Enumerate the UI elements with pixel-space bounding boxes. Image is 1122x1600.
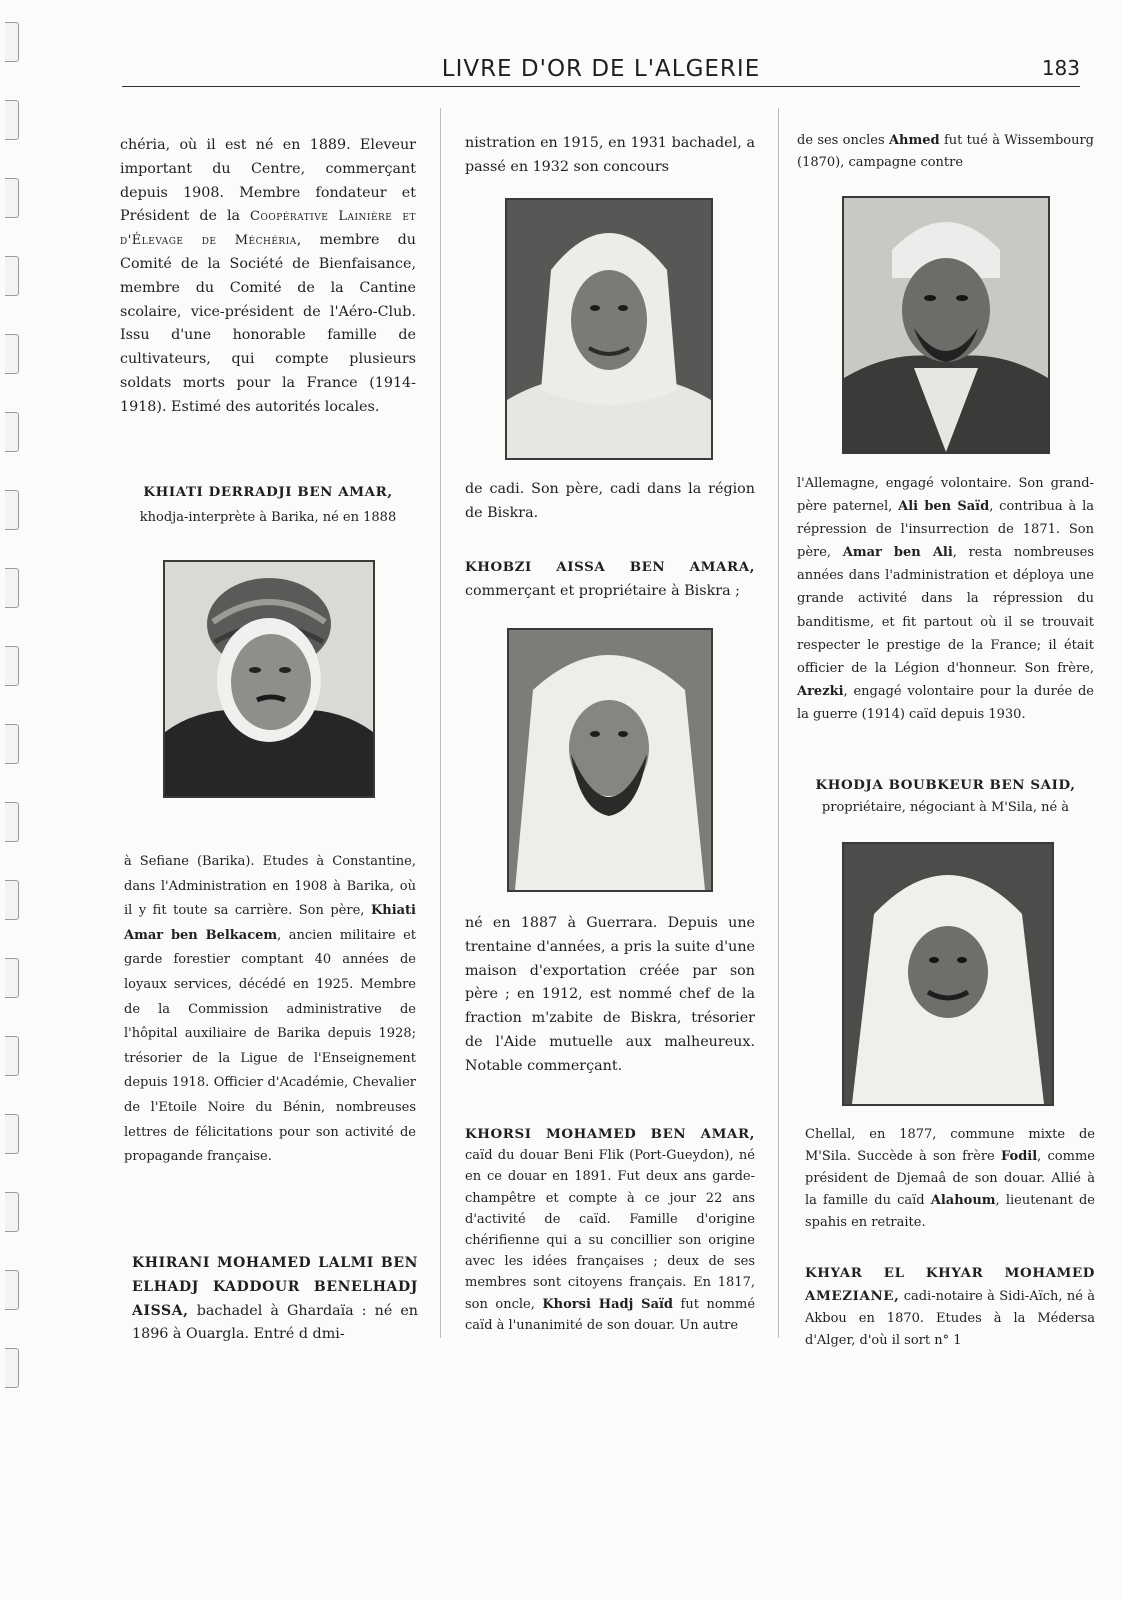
entry-khorsi	[465, 1124, 755, 1336]
binding-hole	[5, 568, 19, 608]
entry-text-cont: , ancien militaire et garde forestier comptant 40 années de loyaux services, décédé en 1925. Membre de la Commission administrative de l'hôpital auxiliaire de Barika depuis 1928; trésorier de la Ligue de l'Enseignement depuis 1918. Officier d'Académie, Chevalier de l'Etoile Noire du Bénin, nombreuses lettres de félicitations pour son activité de propagande française.	[124, 927, 416, 1165]
col3-text: de ses oncles	[797, 133, 885, 148]
brother-name: Fodil	[1001, 1149, 1038, 1164]
col3-text-top	[797, 130, 1094, 174]
binding-hole	[5, 490, 19, 530]
entry-khyar	[805, 1262, 1095, 1352]
running-head	[122, 56, 1080, 87]
caid-name: Alahoum	[930, 1193, 996, 1208]
binding-hole	[5, 1036, 19, 1076]
entry-name: KHYAR EL KHYAR MOHAMED AMEZIANE,	[805, 1265, 1095, 1304]
grandfather-name: Ali ben Saïd	[898, 499, 990, 515]
entry-intro: khodja-interprète à Barika, né en 1888	[139, 509, 397, 525]
portrait-white-robed-man-icon	[844, 844, 1052, 1104]
entry-name: KHIRANI MOHAMED LALMI BEN ELHADJ KADDOUR BENELHADJ AISSA,	[132, 1255, 418, 1319]
binding-hole	[5, 880, 19, 920]
col3-text-family	[797, 472, 1094, 726]
entry-header-khobzi	[465, 556, 755, 604]
entry-text: Chellal, en 1877, commune mixte de M'Sila. Succède à son frère	[805, 1127, 1095, 1164]
column-divider	[778, 108, 779, 1338]
binding-hole	[5, 100, 19, 140]
col3-text-cont: fut tué à Wissembourg (1870), campagne contre	[797, 133, 1094, 170]
col3-text-cont: , contribua à la répression de l'insurrection de 1871. Son père,	[797, 499, 1094, 561]
col3-text-khodja	[805, 1124, 1095, 1234]
col2-text-cadi	[465, 478, 755, 526]
entry-khirani	[132, 1252, 418, 1347]
entry-name: KHODJA BOUBKEUR BEN SAID,	[815, 777, 1076, 793]
col2-text-top	[465, 132, 755, 180]
entry-text-cont: , lieutenant de spahis en retraite.	[805, 1193, 1095, 1230]
col2-paragraph: nistration en 1915, en 1931 bachadel, a passé en 1932 son concours	[465, 135, 755, 175]
col1-paragraph-cont: , membre du Comité de la Société de Bienfaisance, membre du Comité de la Cantine scolaire, vice-président de l'Aéro-Club. Issu d'une honorable famille de cultivateurs, qui compte plusieurs soldats morts pour la France (1914-1918). Estimé des autorités locales.	[120, 232, 416, 415]
binding-hole	[5, 802, 19, 842]
col1-text-khiati	[124, 850, 416, 1170]
father-name: Khiati Amar ben Belkacem	[124, 903, 416, 943]
brother-name: Arezki	[797, 683, 844, 699]
col3-text-cont: , engagé volontaire pour la durée de la guerre (1914) caïd depuis 1930.	[797, 683, 1094, 722]
father-name: Amar ben Ali	[842, 545, 953, 561]
uncle-name: Ahmed	[888, 133, 940, 148]
portrait-cloaked-man-icon	[844, 198, 1048, 452]
entry-intro: propriétaire, négociant à M'Sila, né à	[821, 800, 1070, 815]
entry-text: bachadel à Ghardaïa : né en 1896 à Ouargla. Entré d dmi-	[132, 1302, 419, 1343]
binding-hole	[5, 256, 19, 296]
entry-intro: commerçant et propriétaire à Biskra ;	[465, 582, 740, 599]
organization-name: Coopérative Lainière et d'Élevage de Méchéria	[120, 209, 416, 249]
binding-holes	[0, 0, 28, 1600]
column-divider	[440, 108, 441, 1338]
binding-hole	[5, 412, 19, 452]
entry-text: à Sefiane (Barika). Etudes à Constantine, dans l'Administration en 1908 à Barika, où il y fit toute sa carrière. Son père,	[124, 854, 416, 919]
portrait-photo	[505, 198, 713, 460]
binding-hole	[5, 334, 19, 374]
binding-hole	[5, 178, 19, 218]
col1-text-top	[120, 134, 416, 420]
uncle-name: Khorsi Hadj Saïd	[542, 1296, 674, 1312]
col3-text-cont: , resta nombreuses années dans l'administration et déploya une grande activité dans la répression du banditisme, et fit partout où il se trouvait respecter le prestige de la France; il était officier de la Légion d'honneur. Son frère,	[797, 545, 1094, 676]
entry-header-khiati	[120, 480, 416, 530]
page-number: 183	[1041, 56, 1080, 80]
portrait-photo	[842, 842, 1054, 1106]
binding-hole	[5, 724, 19, 764]
portrait-photo	[507, 628, 713, 892]
binding-hole	[5, 1192, 19, 1232]
binding-hole	[5, 1270, 19, 1310]
portrait-photo	[163, 560, 375, 798]
col2-paragraph: de cadi. Son père, cadi dans la région de Biskra.	[465, 481, 755, 521]
entry-text-cont: , comme président de Djemaâ de son douar. Allié à la famille du caïd	[805, 1149, 1095, 1208]
entry-header-khodja	[797, 774, 1094, 819]
portrait-bearded-man-icon	[509, 630, 711, 890]
entry-text-cont: fut nommé caïd à l'unanimité de son douar. Un autre	[465, 1296, 756, 1333]
entry-name: KHOBZI AISSA BEN AMARA,	[465, 559, 755, 575]
portrait-turban-man-icon	[165, 562, 373, 796]
entry-text: cadi-notaire à Sidi-Aïch, né à Akbou en 1870. Etudes à la Médersa d'Alger, d'où il sort n° 1	[805, 1289, 1095, 1348]
col3-text: l'Allemagne, engagé volontaire. Son grand-père paternel,	[797, 476, 1094, 515]
binding-hole	[5, 22, 19, 62]
binding-hole	[5, 1348, 19, 1388]
portrait-headscarf-man-icon	[507, 200, 711, 458]
binding-hole	[5, 646, 19, 686]
entry-text: caïd du douar Beni Flik (Port-Gueydon), né en ce douar en 1891. Fut deux ans garde-champêtre et compte à ce jour 22 ans d'activité de caïd. Famille d'origine chérifienne qui a su concillier son origine avec les idées françaises ; deux de ses membres sont citoyens français. En 1817, son oncle,	[465, 1148, 755, 1312]
col1-paragraph: chéria, où il est né en 1889. Eleveur important du Centre, commerçant depuis 1908. Membre fondateur et Président de la	[120, 137, 416, 225]
col2-text-khobzi	[465, 912, 755, 1079]
entry-name: KHORSI MOHAMED BEN AMAR,	[465, 1126, 755, 1142]
page-title: LIVRE D'OR DE L'ALGERIE	[441, 56, 761, 82]
portrait-photo	[842, 196, 1050, 454]
entry-text: né en 1887 à Guerrara. Depuis une trentaine d'années, a pris la suite d'une maison d'exportation créée par son père ; en 1912, est nommé chef de la fraction m'zabite de Biskra, trésorier de l'Aide mutuelle aux malheureux. Notable commerçant.	[465, 915, 755, 1074]
entry-name: KHIATI DERRADJI BEN AMAR,	[143, 484, 393, 500]
binding-hole	[5, 1114, 19, 1154]
binding-hole	[5, 958, 19, 998]
